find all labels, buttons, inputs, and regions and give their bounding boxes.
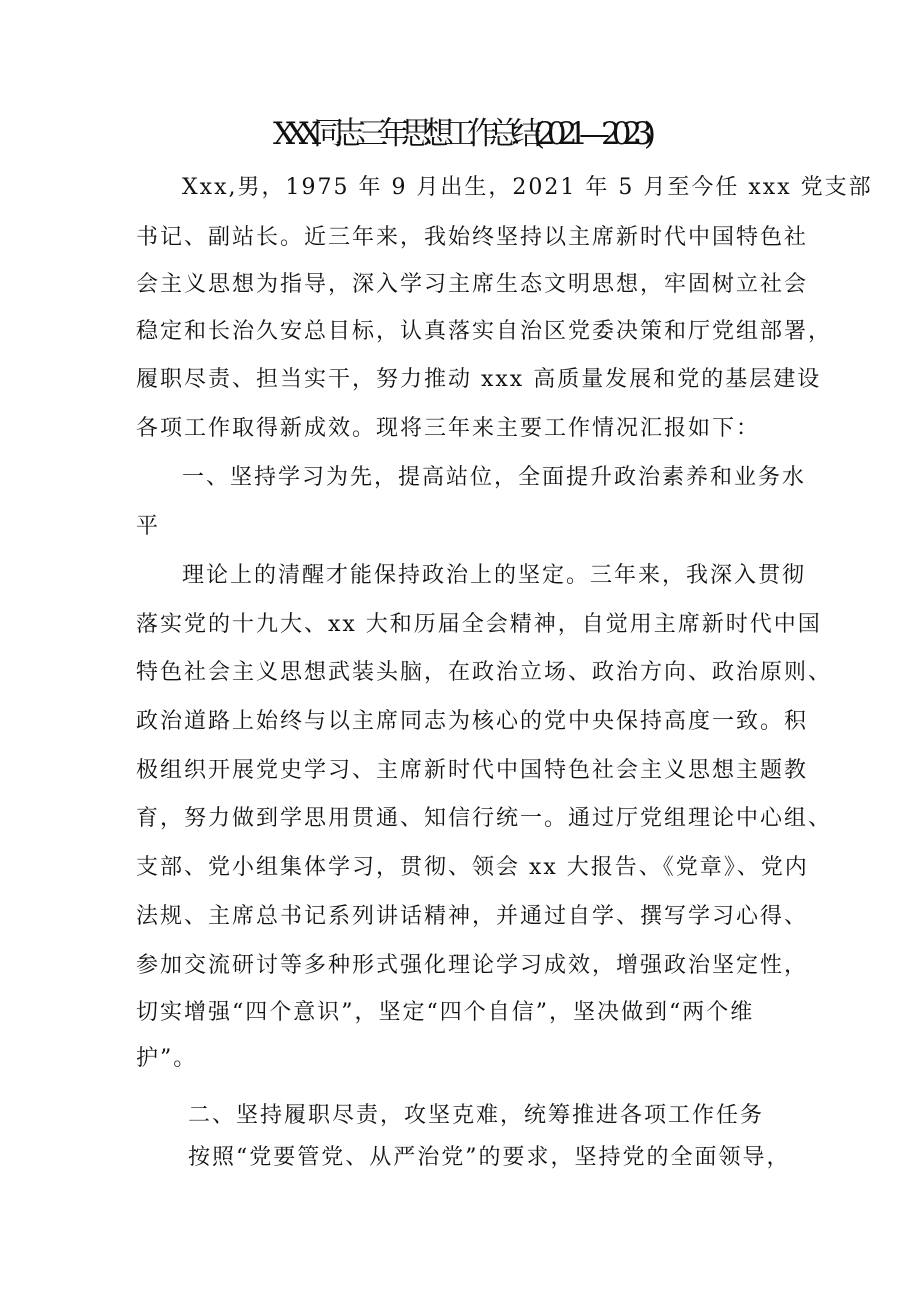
- paragraph-line: 理论上的清醒才能保持政治上的坚定。三年来，我深入贯彻: [182, 563, 807, 588]
- paragraph-line: 支部、党小组集体学习，贯彻、领会 xx 大报告、《党章》、党内: [136, 855, 809, 880]
- paragraph-line: 稳定和长治久安总目标，认真落实自治区党委决策和厅党组部署，: [136, 319, 833, 344]
- paragraph-line: 履职尽责、担当实干，努力推动 xxx 高质量发展和党的基层建设: [136, 367, 822, 392]
- paragraph-line: 特色社会主义思想武装头脑，在政治立场、政治方向、政治原则、: [136, 660, 833, 685]
- paragraph-line: 切实增强“四个意识”，坚定“四个自信”，坚决做到“两个维: [136, 1000, 755, 1025]
- section-heading: 一、坚持学习为先，提高站位，全面提升政治素养和业务水: [182, 465, 807, 490]
- section-heading: 二、坚持履职尽责，攻坚克难，统筹推进各项工作任务: [188, 1103, 765, 1128]
- paragraph-line: Xxx,男，1975 年 9 月出生，2021 年 5 月至今任 xxx 党支部: [182, 175, 873, 200]
- paragraph-line: 书记、副站长。近三年来，我始终坚持以主席新时代中国特色社: [136, 225, 809, 250]
- paragraph-line: 极组织开展党史学习、主席新时代中国特色社会主义思想主题教: [136, 758, 809, 783]
- paragraph-line: 法规、主席总书记系列讲话精神，并通过自学、撰写学习心得、: [136, 904, 809, 929]
- paragraph-line: 按照“党要管党、从严治党”的要求，坚持党的全面领导，: [188, 1145, 791, 1170]
- section-heading: 平: [136, 514, 161, 539]
- paragraph-line: 政治道路上始终与以主席同志为核心的党中央保持高度一致。积: [136, 709, 809, 734]
- paragraph-line: 落实党的十九大、xx 大和历届全会精神，自觉用主席新时代中国: [136, 612, 822, 637]
- paragraph-line: 育，努力做到学思用贯通、知信行统一。通过厅党组理论中心组、: [136, 806, 833, 831]
- paragraph-line: 会主义思想为指导，深入学习主席生态文明思想，牢固树立社会: [136, 272, 809, 297]
- document-title: XXX 同志三年思想工作总结(2021—2023): [272, 116, 648, 152]
- paragraph-line: 护”。: [136, 1046, 198, 1071]
- paragraph-line: 各项工作取得新成效。现将三年来主要工作情况汇报如下：: [136, 416, 761, 441]
- paragraph-line: 参加交流研讨等多种形式强化理论学习成效，增强政治坚定性，: [136, 953, 809, 978]
